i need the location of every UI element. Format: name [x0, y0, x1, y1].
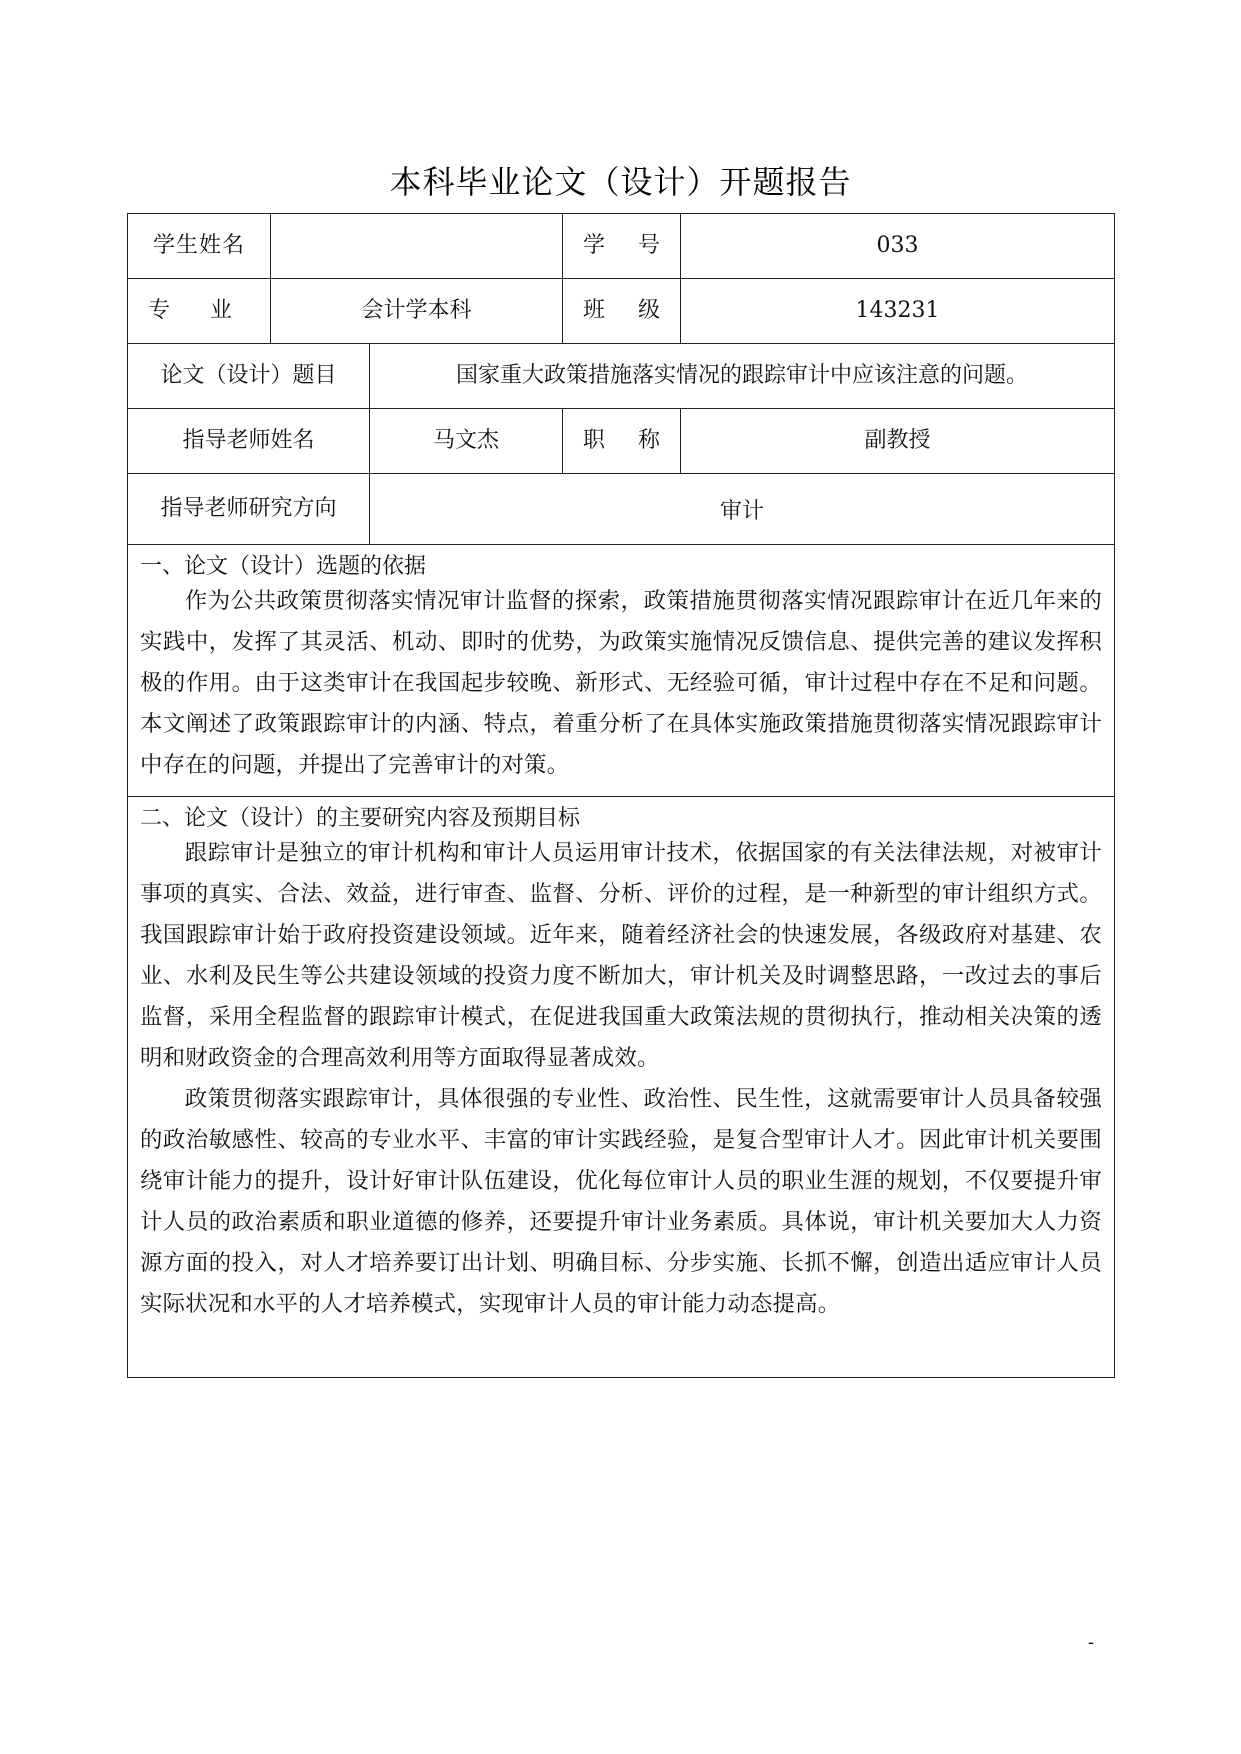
student-id-label-char-2: 号 — [637, 233, 660, 258]
section-2-heading: 二、论文（设计）的主要研究内容及预期目标 — [140, 806, 581, 831]
direction-value: 审计 — [370, 474, 1115, 545]
student-id-label — [563, 214, 681, 279]
topic-value: 国家重大政策措施落实情况的跟踪审计中应该注意的问题。 — [370, 344, 1115, 409]
major-label-char-2: 业 — [209, 298, 232, 323]
section-1-heading: 一、论文（设计）选题的依据 — [140, 554, 427, 579]
student-name-value — [271, 214, 563, 279]
topic-label: 论文（设计）题目 — [128, 344, 370, 409]
major-label-char-1: 专 — [148, 298, 171, 323]
class-label — [563, 279, 681, 344]
row-major — [128, 279, 1115, 344]
class-value: 143231 — [681, 279, 1115, 344]
rank-label-char-2: 称 — [637, 428, 660, 453]
student-name-label: 学生姓名 — [128, 214, 271, 279]
row-topic — [128, 344, 1115, 409]
footer-mark: - — [1088, 1632, 1095, 1653]
section-2-paragraph-1: 跟踪审计是独立的审计机构和审计人员运用审计技术，依据国家的有关法律法规，对被审计事项的真实、合法、效益，进行审查、监督、分析、评价的过程，是一种新型的审计组织方式。我国跟踪审计始于政府投资建设领域。近年来，随着经济社会的快速发展，各级政府对基建、农业、水利及民生等公共建设领域的投资力度不断加大，审计机关及时调整思路，一改过去的事后监督，采用全程监督的跟踪审计模式，在促进我国重大政策法规的贯彻执行，推动相关决策的透明和财政资金的合理高效利用等方面取得显著成效。 — [140, 840, 1102, 1071]
advisor-label: 指导老师姓名 — [128, 409, 370, 474]
row-section-2 — [128, 797, 1115, 1378]
student-id-label-char-1: 学 — [583, 233, 606, 258]
direction-label: 指导老师研究方向 — [128, 474, 370, 545]
proposal-form-table — [127, 213, 1115, 1378]
class-label-char-1: 班 — [583, 298, 606, 323]
major-value: 会计学本科 — [271, 279, 563, 344]
row-section-1 — [128, 545, 1115, 797]
row-advisor — [128, 409, 1115, 474]
advisor-value: 马文杰 — [370, 409, 563, 474]
row-student — [128, 214, 1115, 279]
section-1-paragraph: 作为公共政策贯彻落实情况审计监督的探索，政策措施贯彻落实情况跟踪审计在近几年来的实践中，发挥了其灵活、机动、即时的优势，为政策实施情况反馈信息、提供完善的建议发挥积极的作用。由于这类审计在我国起步较晚、新形式、无经验可循，审计过程中存在不足和问题。本文阐述了政策跟踪审计的内涵、特点，着重分析了在具体实施政策措施贯彻落实情况跟踪审计中存在的问题，并提出了完善审计的对策。 — [140, 588, 1102, 778]
document-title: 本科毕业论文（设计）开题报告 — [389, 163, 852, 201]
section-2-cell — [128, 797, 1115, 1378]
rank-label — [563, 409, 681, 474]
class-label-char-2: 级 — [637, 298, 660, 323]
row-direction — [128, 474, 1115, 545]
student-id-value: 033 — [681, 214, 1115, 279]
rank-label-char-1: 职 — [583, 428, 606, 453]
section-1-cell — [128, 545, 1115, 797]
major-label — [128, 279, 271, 344]
section-2-paragraph-2: 政策贯彻落实跟踪审计，具体很强的专业性、政治性、民生性，这就需要审计人员具备较强的政治敏感性、较高的专业水平、丰富的审计实践经验，是复合型审计人才。因此审计机关要围绕审计能力的提升，设计好审计队伍建设，优化每位审计人员的职业生涯的规划，不仅要提升审计人员的政治素质和职业道德的修养，还要提升审计业务素质。具体说，审计机关要加大人力资源方面的投入，对人才培养要订出计划、明确目标、分步实施、长抓不懈，创造出适应审计人员实际状况和水平的人才培养模式，实现审计人员的审计能力动态提高。 — [140, 1086, 1102, 1317]
rank-value: 副教授 — [681, 409, 1115, 474]
